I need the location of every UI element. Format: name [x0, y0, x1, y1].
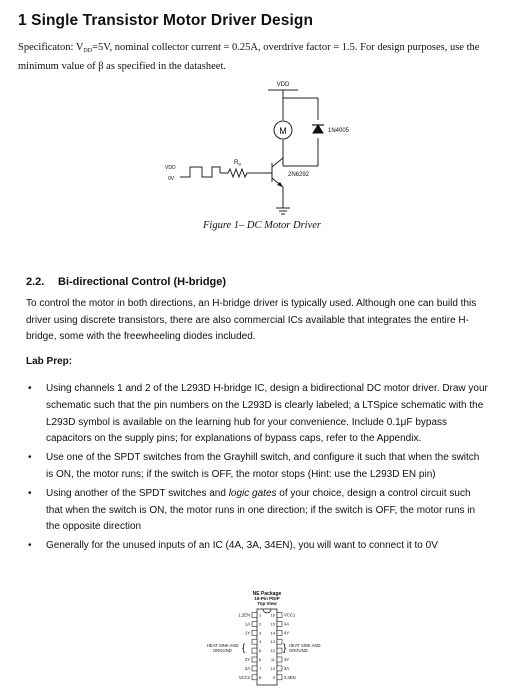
pin-number: 13 — [270, 639, 275, 645]
bullet-icon: • — [28, 452, 32, 464]
package-title: NE Package — [252, 591, 282, 597]
vdd-top-label: VDD — [276, 82, 290, 88]
pin-label: 2A — [244, 665, 250, 671]
section-intro: To control the motor in both directions, an H-bridge driver is typically used. Although one can build this driver using discrete transistors, there are also commercial ICs available that integrates the entire H-bridge, some with the freewheeling diodes included. — [26, 298, 477, 342]
ic-body — [257, 609, 277, 685]
pin-stub — [252, 639, 257, 644]
bullet-icon: • — [28, 383, 32, 394]
list-item-text: Use one of the SPDT switches from the Grayhill switch, and configure it such that when the switch is ON, the motor runs; if the switch is OFF, the motor stops (Hint: use the L293D EN pin) — [46, 452, 480, 480]
motor-label: M — [279, 126, 287, 136]
pin-stub — [277, 666, 282, 671]
pin-number: 12 — [270, 648, 275, 654]
page-title: 1 Single Transistor Motor Driver Design — [18, 12, 314, 29]
pin-number: 10 — [270, 665, 275, 671]
pin-label: 4Y — [284, 630, 290, 636]
section-title: Bi-directional Control (H-bridge) — [58, 276, 227, 288]
figure-caption: Figure 1– DC Motor Driver — [202, 220, 322, 231]
motor-driver-schematic — [150, 76, 380, 221]
pin-label: VCC1 — [284, 612, 296, 618]
transistor-label: 2N6292 — [288, 172, 310, 178]
list-item-text: Generally for the unused inputs of an IC (4A, 3A, 34EN), you will want to connect it to 0V — [46, 540, 438, 552]
pin-label: 1Y — [244, 630, 250, 636]
list-item — [26, 538, 488, 555]
pin-number: 3 — [259, 630, 262, 636]
base-resistor-subscript: B — [238, 161, 242, 167]
pin-stub — [277, 639, 282, 644]
section-number: 2.2. — [26, 276, 45, 288]
pin-number: 11 — [270, 657, 275, 662]
pin-number: 7 — [259, 665, 262, 671]
pin-number: 9 — [272, 674, 275, 680]
diode-label: 1N4005 — [328, 128, 350, 134]
pulse-high-label: VDD — [165, 165, 176, 171]
pin-stub — [252, 621, 257, 626]
pin-stub — [252, 613, 257, 618]
pin-stub — [252, 666, 257, 671]
pin-label: 1,2EN — [238, 612, 250, 618]
pin-stub — [277, 630, 282, 635]
lab-prep-list — [26, 381, 488, 557]
heat-sink-right-line1: HEAT SINK AND — [289, 643, 321, 648]
list-item-text: Using channels 1 and 2 of the L293D H-bridge IC, design a bidirectional DC motor driver. Draw your schematic such that the pin numbers on the L293D is clearly labeled; a LTSpice schematic with the L293D symbol is available on the learning hub for your convenience. Include 0.1μF bypass capacitors on the supply pins; for explanations of bypass caps, refer to the Appendix. — [46, 383, 488, 445]
pin-number: 5 — [259, 648, 262, 654]
pin-stub — [277, 621, 282, 626]
pin-stub — [277, 613, 282, 618]
package-view: Top View — [257, 601, 277, 606]
pulse-low-label: 0V — [168, 176, 175, 182]
pin-label: 3A — [284, 665, 290, 671]
heat-sink-right-line2: GROUND — [289, 648, 308, 653]
pin-number: 15 — [270, 621, 275, 627]
pin-label: VCC2 — [238, 674, 250, 680]
lab-prep-heading: Lab Prep: — [26, 356, 73, 367]
right-brace: } — [283, 643, 287, 654]
pin-number: 16 — [270, 612, 275, 618]
pin-label: 4A — [284, 621, 290, 627]
package-subtitle: 16-Pin PDIP — [254, 596, 280, 601]
specification-paragraph — [18, 40, 508, 74]
pin-number: 4 — [259, 639, 262, 645]
l293d-pinout-diagram — [185, 588, 345, 688]
base-resistor-letter: R — [234, 160, 239, 166]
list-item — [26, 486, 488, 536]
pin-number: 8 — [259, 674, 262, 680]
list-item — [26, 381, 488, 448]
list-item-text: Using another of the SPDT switches and — [46, 487, 229, 499]
pin-stub — [277, 648, 282, 653]
spec-subscript: DD — [83, 48, 93, 54]
pin-number: 14 — [270, 630, 275, 636]
pin-number: 2 — [259, 621, 262, 627]
pin-stub — [252, 675, 257, 680]
pin-label: 3Y — [284, 657, 290, 662]
list-item — [26, 450, 488, 484]
pin-number: 6 — [259, 657, 262, 662]
bullet-icon: • — [28, 487, 32, 499]
pin-stub — [252, 648, 257, 653]
list-item-text: of your choice, design a control circuit such that when the switch is ON, the motor runs in one direction; if the switch is OFF, the motor runs in the opposite direction — [46, 487, 476, 533]
spec-text: =5V, nominal collector current = 0.25A, overdrive factor = 1.5. For design purposes, use the minimum value of β as specified in the datasheet. — [18, 42, 480, 72]
pin-label: 2Y — [244, 657, 250, 662]
pin-number: 1 — [259, 612, 262, 618]
heat-sink-left-line1: HEAT SINK AND — [207, 643, 239, 648]
diode-symbol — [312, 125, 324, 133]
spec-prefix: Specificaton: V — [18, 42, 84, 53]
pin-stub — [252, 657, 257, 662]
base-resistor-label — [234, 160, 241, 167]
pin-label: 3,4EN — [284, 674, 296, 680]
left-brace: { — [242, 643, 246, 654]
pin-stub — [252, 630, 257, 635]
pin-stub — [277, 675, 282, 680]
section-heading — [26, 276, 226, 288]
pin-label: 1A — [244, 621, 250, 627]
bullet-icon: • — [28, 540, 32, 552]
pin-stub — [277, 657, 282, 662]
list-item-emphasis: logic gates — [228, 487, 277, 499]
heat-sink-left-line2: GROUND — [213, 648, 232, 653]
